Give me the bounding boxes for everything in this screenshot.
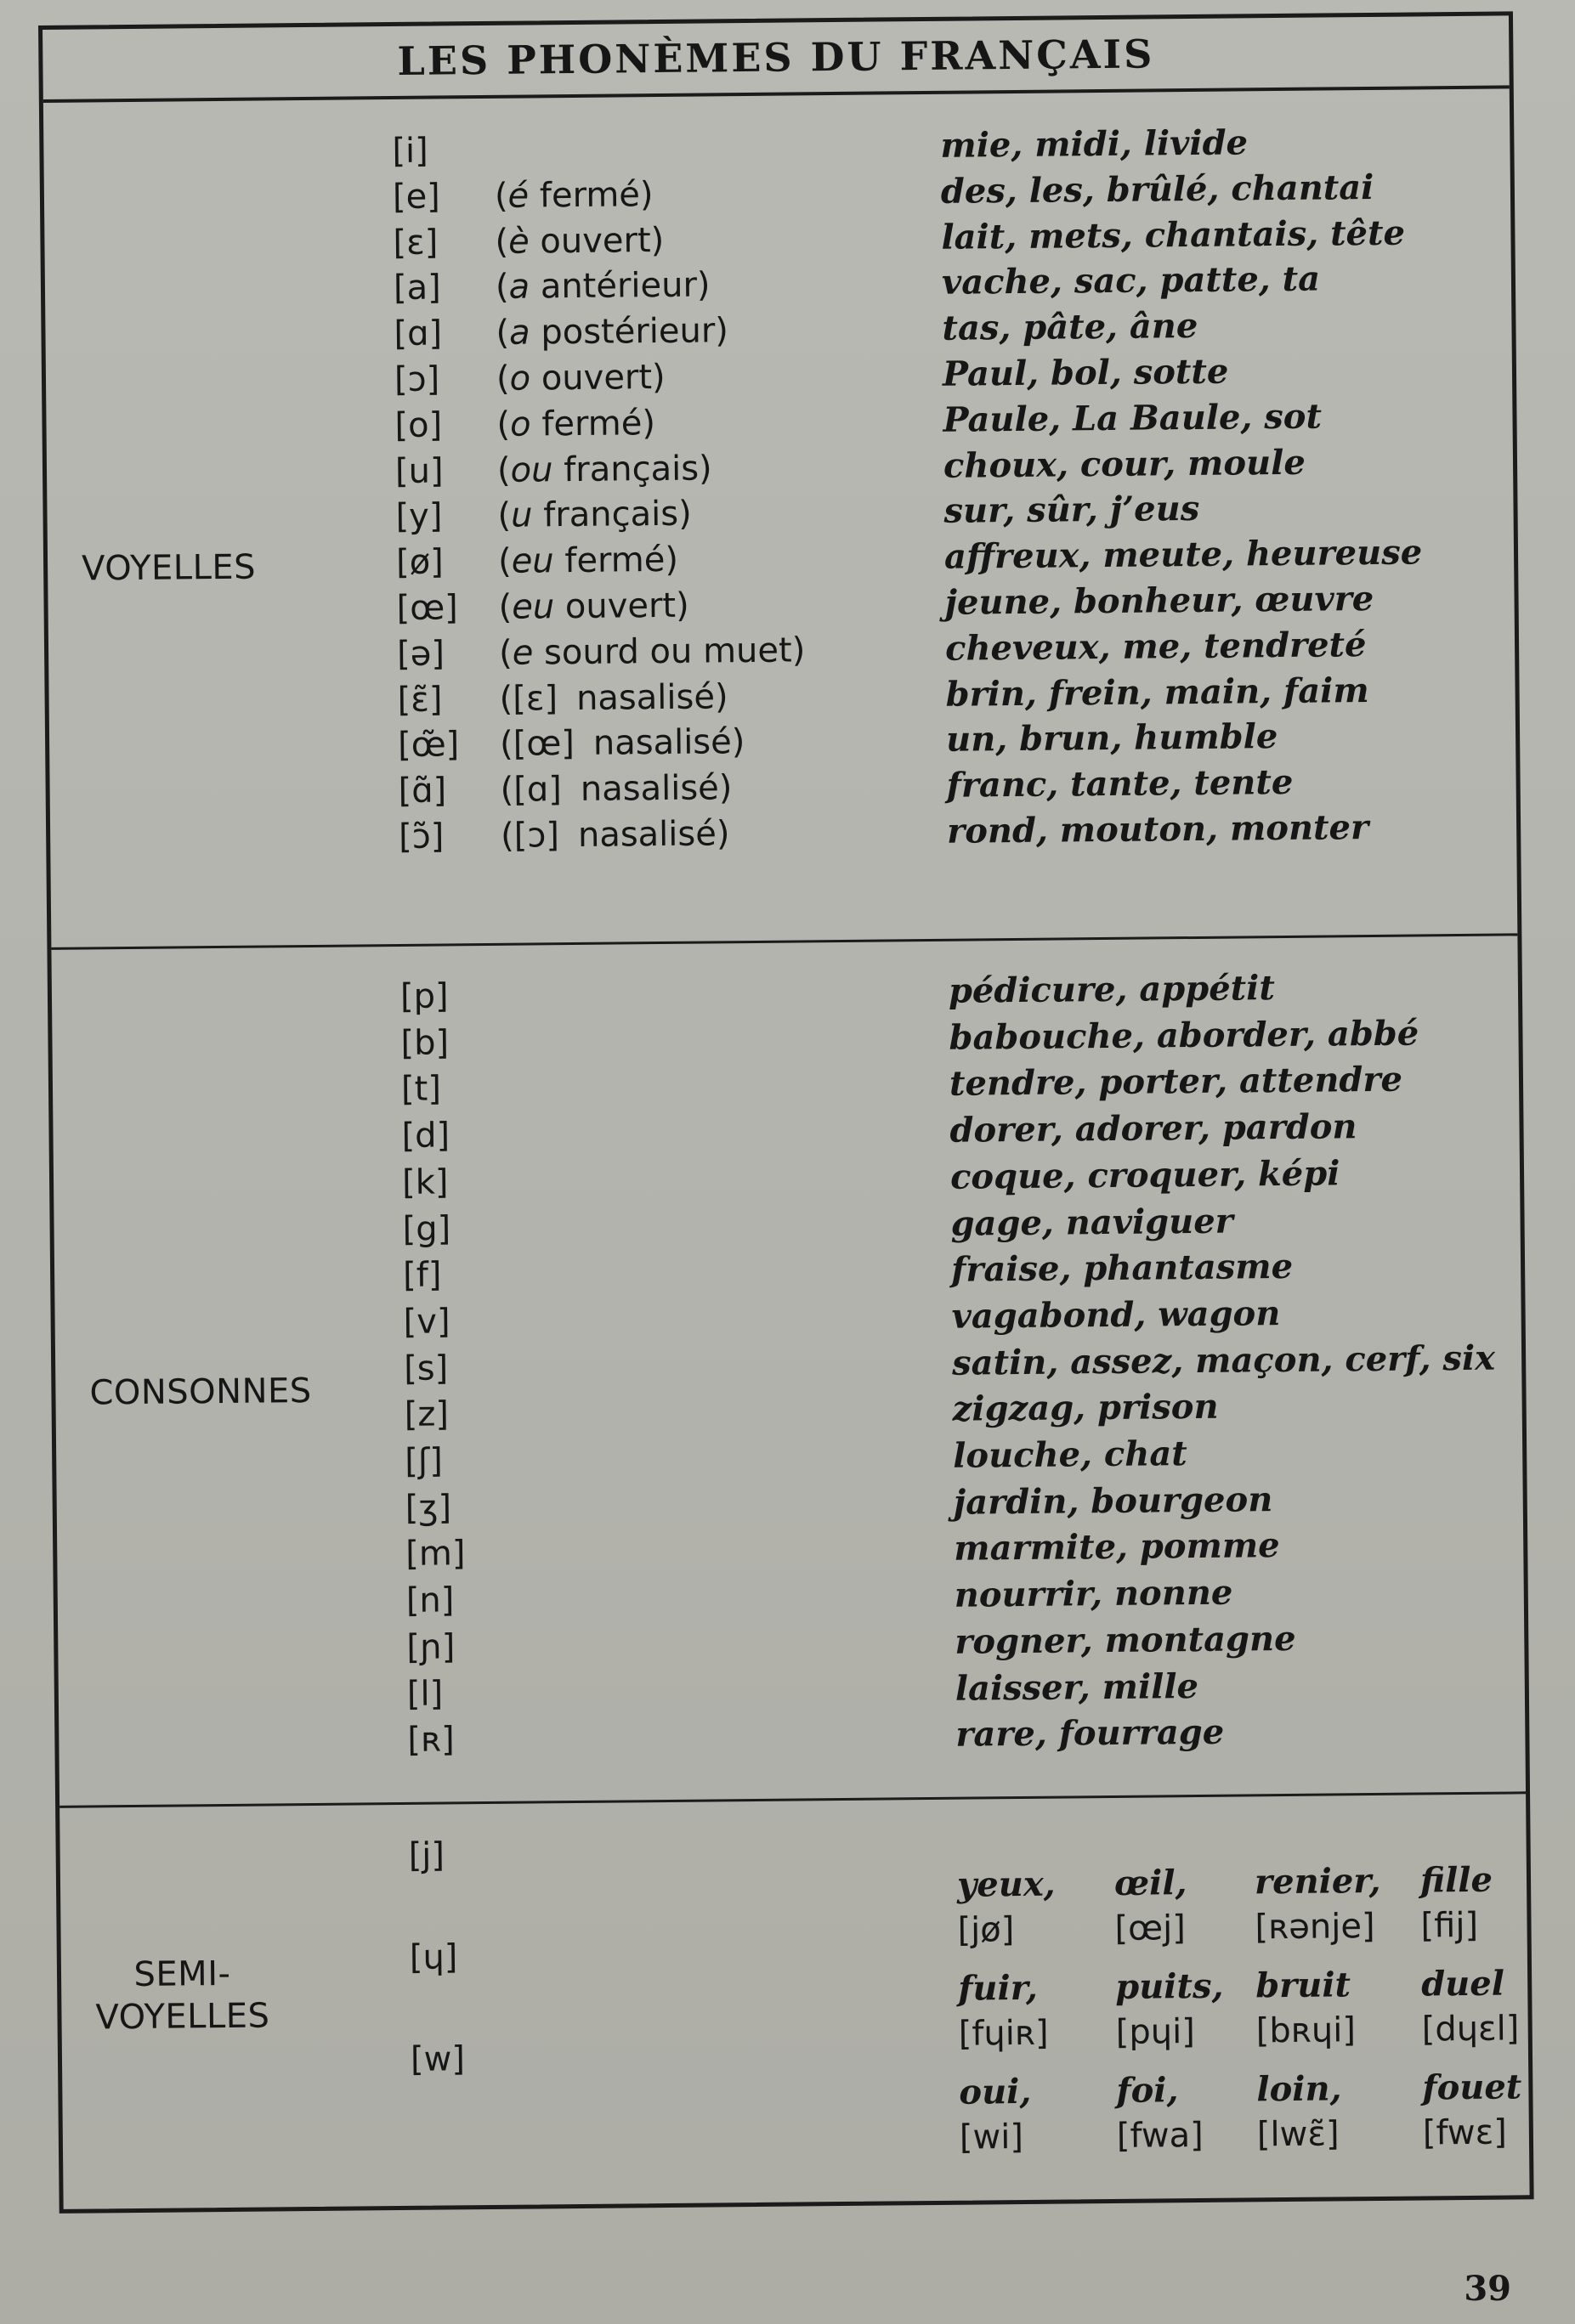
example-words: rond, mouton, monter — [946, 807, 1369, 851]
example-words: marmite, pomme — [954, 1525, 1280, 1569]
example-words: jardin, bourgeon — [953, 1479, 1273, 1523]
description-open: ( — [496, 313, 510, 353]
example-words: tendre, porter, attendre — [949, 1060, 1403, 1105]
example-transcription: [fwa] — [1116, 2115, 1204, 2156]
example-words: gage, naviguer — [950, 1201, 1233, 1244]
phoneme-symbol: [k] — [401, 1162, 449, 1202]
phoneme-description — [495, 218, 664, 265]
example-word: bruit — [1255, 1965, 1351, 2006]
example-transcription: [wi] — [959, 2117, 1024, 2157]
example-transcription: [fwɛ] — [1422, 2112, 1508, 2153]
phoneme-description — [500, 719, 745, 767]
example-words: rogner, montagne — [955, 1618, 1296, 1662]
description-rest: ouvert) — [530, 357, 666, 399]
description-rest: sourd ou muet) — [533, 630, 806, 673]
description-letter: eu — [511, 541, 554, 581]
section-label-vowels: VOYELLES — [81, 547, 257, 589]
example-words: cheveux, me, tendreté — [944, 624, 1367, 669]
example-words: satin, assez, maçon, cerf, six — [951, 1337, 1496, 1383]
example-words: laisser, mille — [955, 1665, 1199, 1709]
example-words: brin, frein, main, faim — [945, 670, 1369, 715]
phoneme-table — [38, 11, 1534, 2214]
description-letter: a — [508, 313, 530, 353]
example-transcription: [œj] — [1114, 1908, 1187, 1948]
description-open: ( — [496, 450, 511, 490]
vowel-consonant-rule — [51, 933, 1517, 950]
description-open: ( — [495, 222, 509, 262]
example-word: fouet — [1422, 2067, 1522, 2108]
example-words: babouche, aborder, abbé — [949, 1013, 1419, 1058]
description-rest: français) — [552, 449, 712, 489]
phoneme-symbol: [a] — [393, 268, 441, 308]
phoneme-symbol: [œ] — [396, 588, 458, 628]
example-words: lait, mets, chantais, tête — [941, 212, 1406, 257]
phoneme-symbol: [y] — [395, 496, 443, 537]
example-words: zigzag, prison — [952, 1387, 1219, 1430]
phoneme-symbol: [t] — [400, 1069, 442, 1110]
description-rest: antérieur) — [529, 265, 711, 307]
semivowel-label-line1: SEMI- — [133, 1954, 231, 1995]
example-transcription: [ʀənje] — [1255, 1907, 1375, 1948]
example-words: vagabond, wagon — [951, 1292, 1281, 1337]
example-words: louche, chat — [952, 1433, 1187, 1476]
description-letter: é — [507, 176, 530, 216]
example-word: œil, — [1113, 1863, 1187, 1903]
example-transcription: [fɥiʀ] — [958, 2013, 1049, 2054]
example-transcription: [lwɛ̃] — [1256, 2114, 1340, 2155]
phoneme-symbol: [œ̃] — [397, 725, 460, 766]
example-words: pédicure, appétit — [948, 968, 1276, 1011]
example-word: oui, — [959, 2071, 1032, 2112]
example-words: Paule, La Baule, sot — [943, 396, 1323, 440]
phoneme-symbol: [ɛ] — [393, 223, 439, 263]
description-letter: o — [509, 359, 531, 399]
description-letter: o — [509, 404, 531, 444]
example-words: sur, sûr, j’eus — [943, 489, 1200, 532]
phoneme-symbol: [ɛ̃] — [397, 680, 443, 720]
example-words: fraise, phantasme — [950, 1247, 1294, 1290]
phoneme-description — [500, 765, 732, 813]
phoneme-description — [497, 491, 692, 539]
phoneme-description — [495, 172, 654, 219]
description-rest: fermé) — [553, 540, 679, 581]
example-words: des, les, brûlé, chantai — [940, 167, 1374, 212]
title-rule — [43, 85, 1510, 103]
description-open: ( — [497, 496, 512, 536]
description-rest: postérieur) — [530, 311, 729, 353]
phoneme-symbol: [e] — [392, 177, 441, 217]
description-open: ( — [497, 541, 512, 582]
example-transcription: [dɥɛl] — [1421, 2009, 1520, 2050]
example-transcription: [pɥi] — [1115, 2012, 1196, 2052]
phoneme-symbol: [p] — [399, 976, 449, 1016]
example-words: tas, pâte, âne — [942, 306, 1198, 348]
description-letter: ou — [510, 450, 553, 490]
example-transcription: [bʀɥi] — [1255, 2010, 1357, 2051]
phoneme-description — [499, 674, 728, 722]
semivowel-label-line2: VOYELLES — [95, 1996, 270, 2038]
description-open: ( — [496, 404, 511, 444]
description-letter: u — [510, 495, 533, 536]
example-words: coque, croquer, képi — [949, 1153, 1340, 1197]
description-letter: a — [508, 267, 530, 308]
example-word: fuir, — [958, 1967, 1039, 2009]
example-word: yeux, — [956, 1863, 1056, 1905]
phoneme-symbol: [s] — [403, 1349, 449, 1388]
example-words: vache, sac, patte, ta — [941, 258, 1321, 303]
phoneme-symbol: [l] — [406, 1674, 444, 1714]
description-open: ( — [498, 633, 513, 673]
table-title: LES PHONÈMES DU FRANÇAIS — [397, 31, 1155, 84]
example-word: duel — [1420, 1963, 1505, 2005]
phoneme-symbol: [b] — [400, 1023, 450, 1063]
description-letter: è — [507, 222, 530, 262]
example-words: un, brun, humble — [945, 716, 1278, 761]
description-open: ( — [494, 176, 508, 216]
example-word: renier, — [1254, 1860, 1381, 1903]
phoneme-symbol: [ʀ] — [407, 1720, 455, 1761]
base-vowel: ([ɛ] — [499, 678, 558, 719]
phoneme-symbol: [ʃ] — [405, 1441, 444, 1481]
description-rest: fermé) — [528, 174, 654, 216]
description-open: ( — [496, 359, 510, 399]
nasalized-label: nasalisé) — [577, 814, 730, 855]
phoneme-description — [499, 627, 806, 676]
phoneme-description — [496, 354, 666, 402]
description-letter: e — [512, 633, 534, 673]
phoneme-symbol: [ɑ̃] — [398, 771, 447, 811]
phoneme-description — [498, 537, 678, 585]
section-label-consonants: CONSONNES — [89, 1371, 312, 1413]
phoneme-description — [497, 445, 712, 493]
phoneme-symbol: [o] — [394, 405, 443, 445]
phoneme-description — [496, 400, 655, 448]
example-words: affreux, meute, heureuse — [943, 532, 1423, 577]
description-rest: fermé) — [530, 403, 656, 444]
example-word: foi, — [1116, 2070, 1179, 2111]
example-words: mie, midi, livide — [940, 122, 1249, 166]
phoneme-symbol: [ɔ] — [394, 359, 440, 399]
base-vowel: ([ɑ] — [500, 770, 563, 811]
phoneme-symbol: [ɔ̃] — [398, 817, 445, 857]
description-open: ( — [498, 587, 513, 627]
page-number: 39 — [1464, 2269, 1511, 2309]
example-word: loin, — [1256, 2068, 1342, 2110]
phoneme-symbol: [ø] — [395, 542, 444, 583]
phoneme-description — [496, 263, 711, 310]
phoneme-symbol: [w] — [410, 2039, 466, 2079]
phoneme-symbol: [d] — [401, 1116, 450, 1156]
phoneme-symbol: [n] — [405, 1580, 455, 1621]
phoneme-symbol: [f] — [402, 1255, 442, 1296]
phoneme-description — [501, 811, 730, 859]
phoneme-symbol: [ɲ] — [406, 1627, 456, 1667]
phoneme-symbol: [ɑ] — [394, 314, 443, 354]
description-letter: eu — [511, 587, 555, 627]
phoneme-description — [498, 583, 689, 630]
example-words: Paul, bol, sotte — [942, 351, 1229, 394]
consonant-semivowel-rule — [59, 1791, 1526, 1808]
nasalized-label: nasalisé) — [592, 722, 745, 764]
example-words: rare, fourrage — [955, 1711, 1225, 1755]
example-words: choux, cour, moule — [943, 442, 1306, 486]
base-vowel: ([ɔ] — [500, 816, 560, 856]
example-transcription: [jø] — [957, 1910, 1015, 1950]
base-vowel: ([œ] — [499, 724, 575, 765]
phoneme-symbol: [m] — [405, 1534, 466, 1575]
example-words: dorer, adorer, pardon — [949, 1106, 1357, 1151]
phoneme-symbol: [ə] — [396, 634, 445, 674]
nasalized-label: nasalisé) — [575, 676, 728, 718]
description-rest: français) — [532, 495, 692, 535]
phoneme-symbol: [v] — [403, 1302, 450, 1342]
example-words: franc, tante, tente — [946, 762, 1294, 806]
example-words: jeune, bonheur, œuvre — [944, 578, 1374, 623]
phoneme-symbol: [z] — [404, 1394, 450, 1435]
phoneme-symbol: [ʒ] — [405, 1488, 452, 1528]
phoneme-description — [496, 308, 728, 356]
phoneme-symbol: [g] — [402, 1208, 451, 1249]
phoneme-symbol: [i] — [392, 131, 428, 172]
description-rest: ouvert) — [553, 585, 689, 627]
description-rest: ouvert) — [529, 220, 665, 262]
example-word: fille — [1419, 1859, 1493, 1901]
section-label-semivowels — [95, 1952, 270, 2038]
phoneme-symbol: [u] — [394, 451, 444, 491]
phoneme-symbol: [ɥ] — [409, 1937, 458, 1977]
example-words: nourrir, nonne — [954, 1572, 1233, 1615]
example-transcription: [fij] — [1420, 1905, 1479, 1946]
nasalized-label: nasalisé) — [580, 768, 733, 810]
description-open: ( — [495, 268, 509, 308]
phoneme-symbol: [j] — [408, 1835, 445, 1875]
example-word: puits, — [1114, 1965, 1224, 2007]
